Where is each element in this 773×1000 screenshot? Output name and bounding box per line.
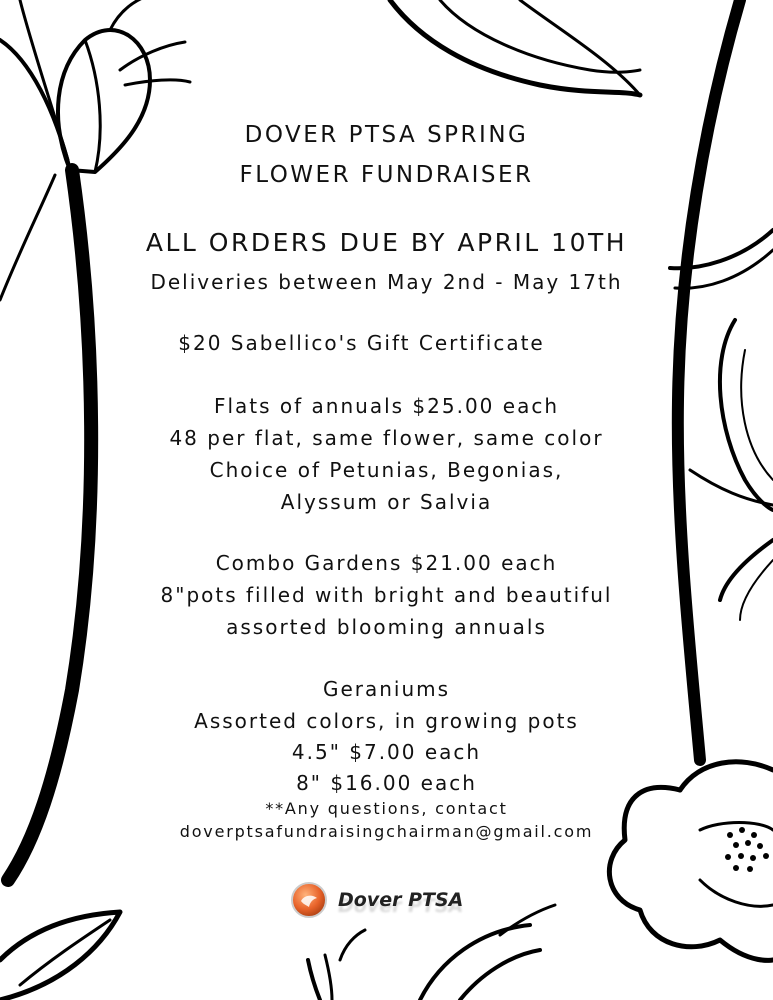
geraniums-price-large: 8" $16.00 each [296,771,477,795]
delivery-window: Deliveries between May 2nd - May 17th [150,270,623,294]
flats-detail-2: Choice of Petunias, Begonias, [209,458,564,482]
orders-due-deadline: ALL ORDERS DUE BY APRIL 10TH [145,228,628,257]
title-line-1: DOVER PTSA SPRING [244,122,529,148]
gift-certificate: $20 Sabellico's Gift Certificate [178,331,545,355]
combo-detail-2: assorted blooming annuals [226,615,547,639]
combo-heading: Combo Gardens $21.00 each [215,551,558,575]
geraniums-detail-1: Assorted colors, in growing pots [194,709,579,733]
combo-detail-1: 8"pots filled with bright and beautiful [160,583,613,607]
flats-detail-1: 48 per flat, same flower, same color [169,426,604,450]
flats-heading: Flats of annuals $25.00 each [213,394,559,418]
geraniums-price-small: 4.5" $7.00 each [291,740,482,764]
contact-note: **Any questions, contact [265,799,508,818]
ptsa-logo-text: Dover PTSA [338,889,464,911]
ptsa-logo [290,880,463,920]
contact-email: doverptsafundraisingchairman@gmail.com [179,822,594,841]
flats-detail-3: Alyssum or Salvia [280,490,493,514]
geraniums-heading: Geraniums [322,677,451,701]
title-line-2: FLOWER FUNDRAISER [239,162,534,188]
ptsa-logo-icon [290,881,328,919]
